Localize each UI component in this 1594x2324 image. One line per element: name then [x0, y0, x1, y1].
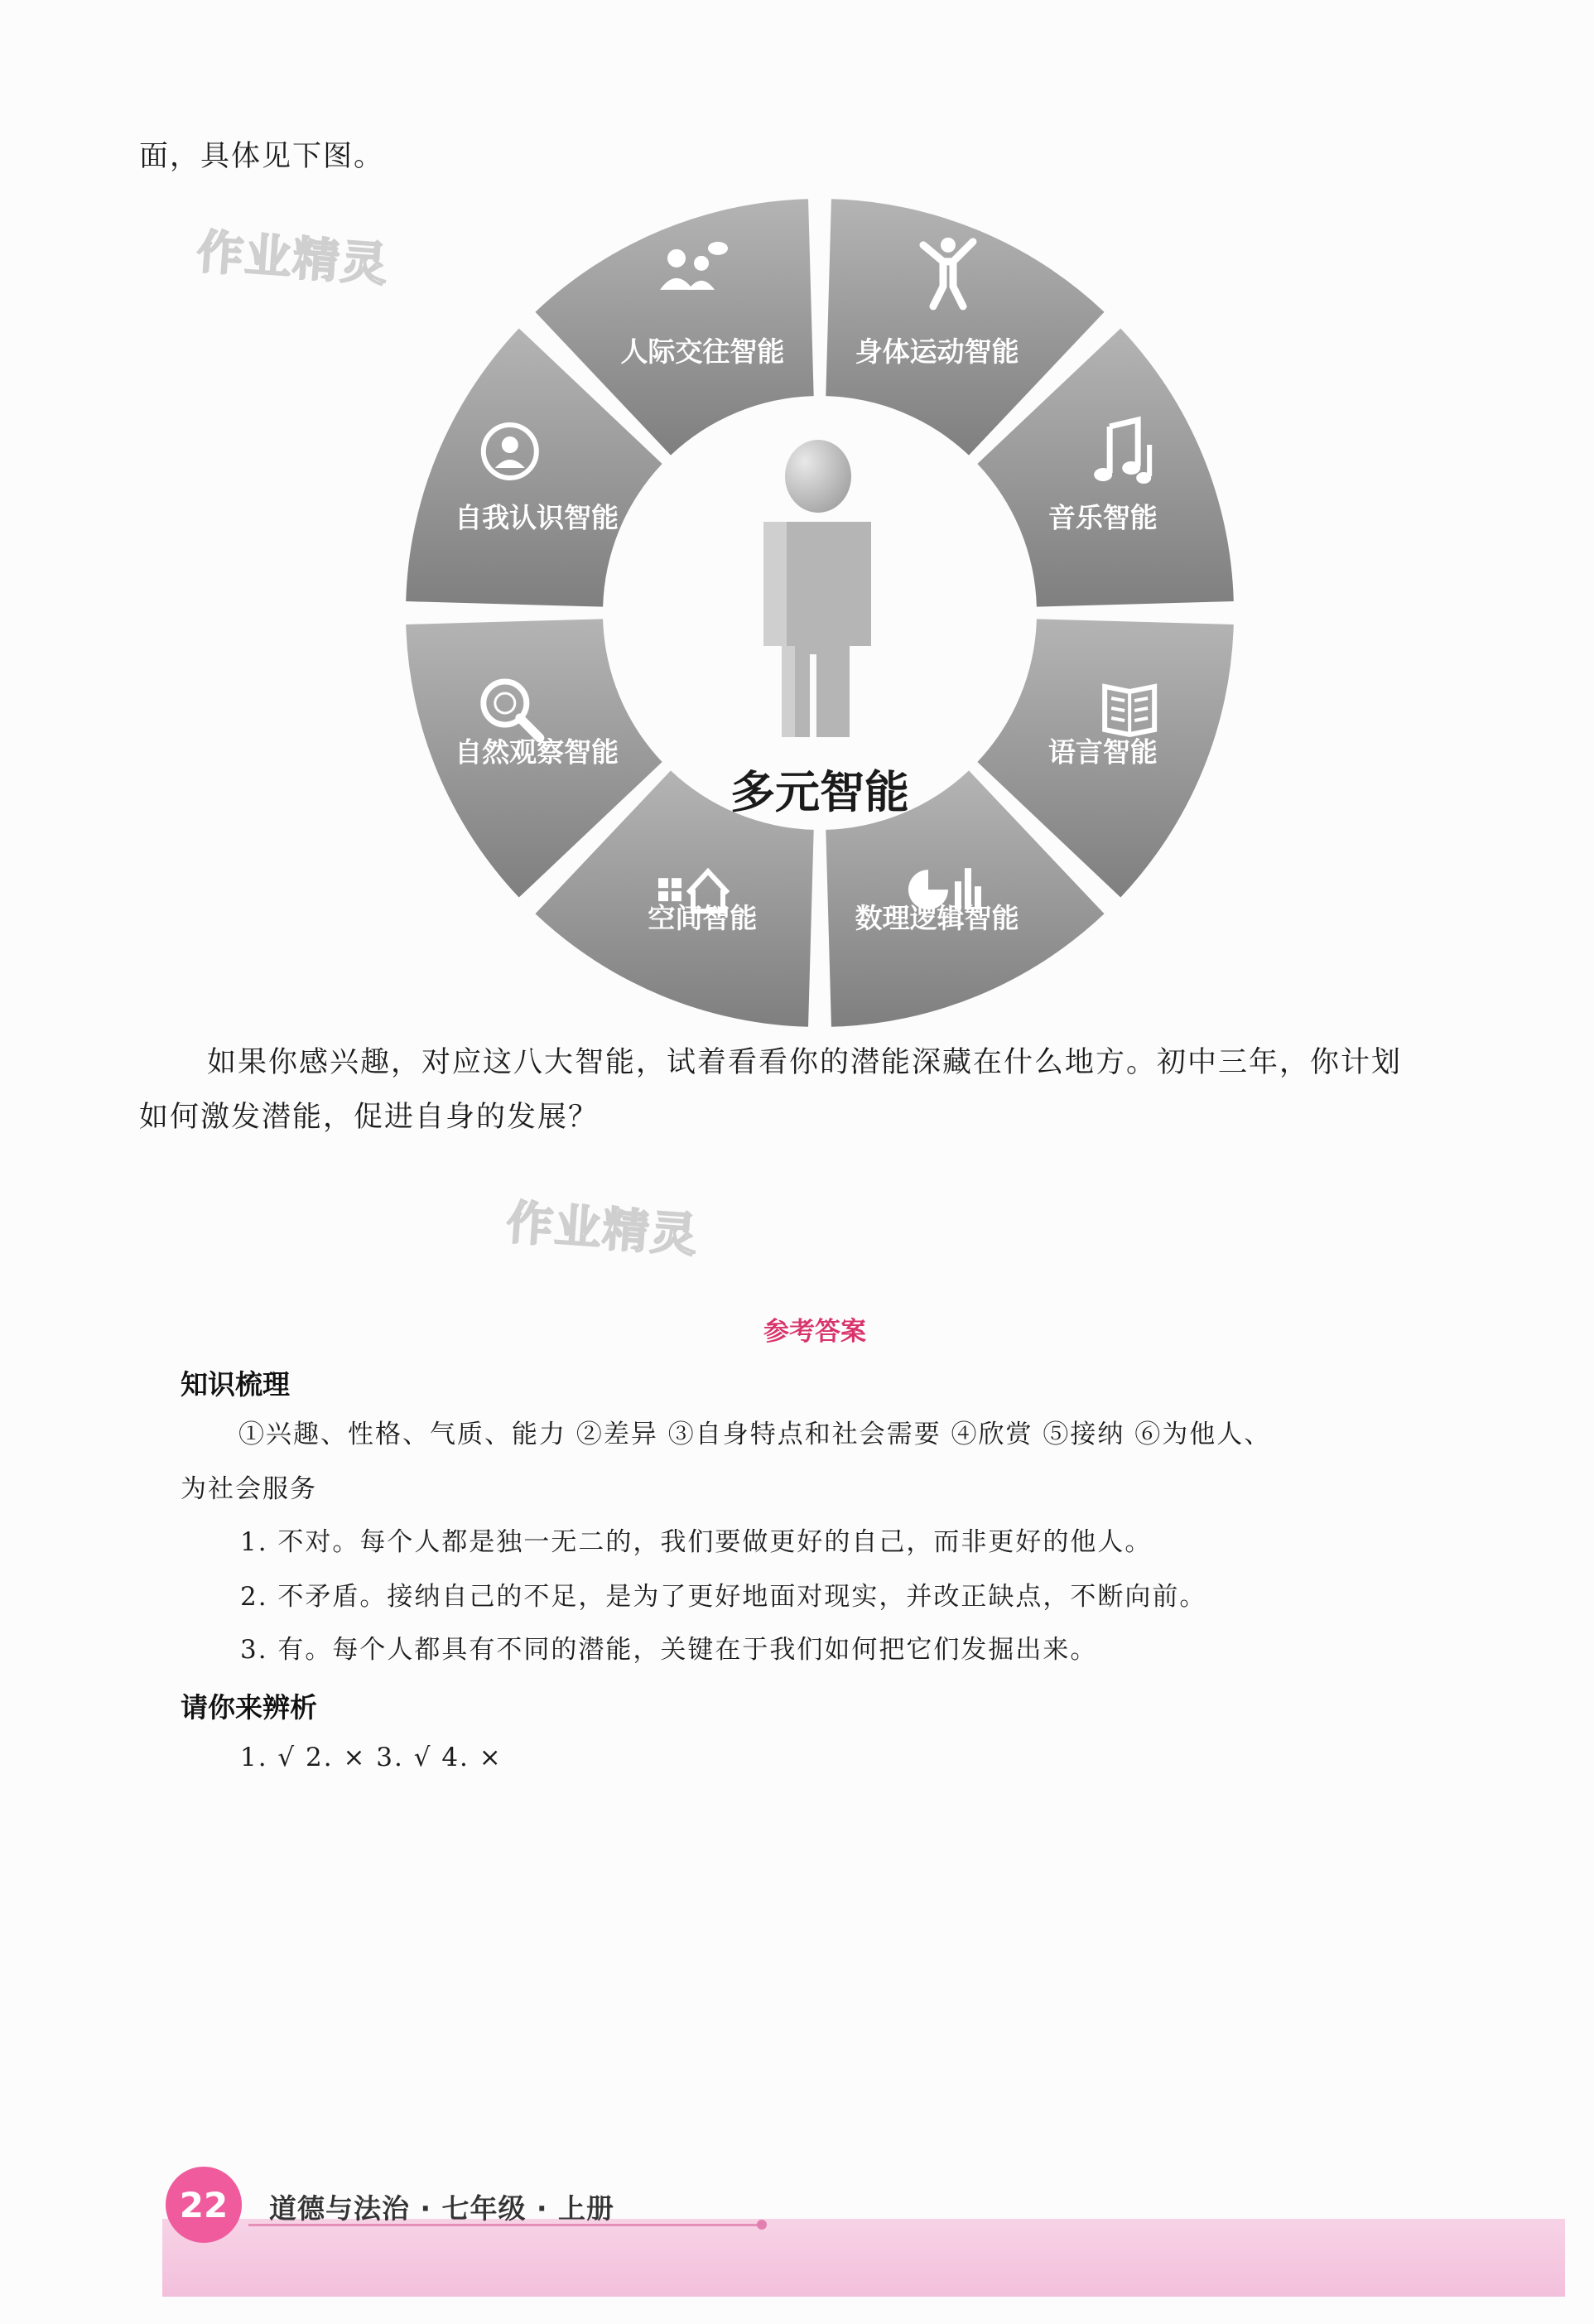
answer-item-3: 3. 有。每个人都具有不同的潜能，关键在于我们如何把它们发掘出来。	[240, 1635, 1098, 1665]
segment-label: 身体运动智能	[855, 335, 1019, 369]
question-line-2: 如何激发潜能，促进自身的发展？	[139, 1101, 600, 1134]
footer-dot	[757, 2220, 767, 2230]
intro-text: 面，具体见下图。	[139, 140, 385, 173]
watermark: 作业精灵	[195, 224, 391, 293]
segment-label: 人际交往智能	[620, 335, 785, 369]
person-figure-icon	[763, 440, 871, 737]
center-label: 多元智能	[730, 766, 909, 818]
segment-label: 语言智能	[1047, 735, 1158, 769]
watermark: 作业精灵	[504, 1195, 701, 1264]
section-heading: 知识梳理	[181, 1368, 290, 1401]
page-number: 22	[166, 2167, 242, 2243]
answer-item-2: 2. 不矛盾。接纳自己的不足，是为了更好地面对现实，并改正缺点，不断向前。	[240, 1582, 1207, 1612]
book-title: 道德与法治 · 七年级 · 上册	[269, 2192, 615, 2225]
multiple-intelligences-diagram	[404, 197, 1235, 1029]
answer-line: 为社会服务	[181, 1474, 317, 1504]
answer-title: 参考答案	[763, 1317, 866, 1347]
segment-label: 自然观察智能	[455, 735, 619, 769]
footer-band	[162, 2219, 1565, 2297]
question-line-1: 如果你感兴趣，对应这八大智能，试着看看你的潜能深藏在什么地方。初中三年，你计划	[207, 1046, 1403, 1079]
judge-answers: 1. √ 2. × 3. √ 4. ×	[240, 1743, 503, 1772]
segment-label: 空间智能	[648, 901, 758, 934]
segment-label: 数理逻辑智能	[855, 901, 1019, 934]
segment-label: 自我认识智能	[455, 501, 619, 534]
answer-item-1: 1. 不对。每个人都是独一无二的，我们要做更好的自己，而非更好的他人。	[240, 1527, 1153, 1557]
segment-label: 音乐智能	[1047, 501, 1158, 534]
answer-line: ①兴趣、性格、气质、能力 ②差异 ③自身特点和社会需要 ④欣赏 ⑤接纳 ⑥为他人、	[238, 1420, 1272, 1449]
section-heading: 请你来辨析	[181, 1691, 317, 1724]
